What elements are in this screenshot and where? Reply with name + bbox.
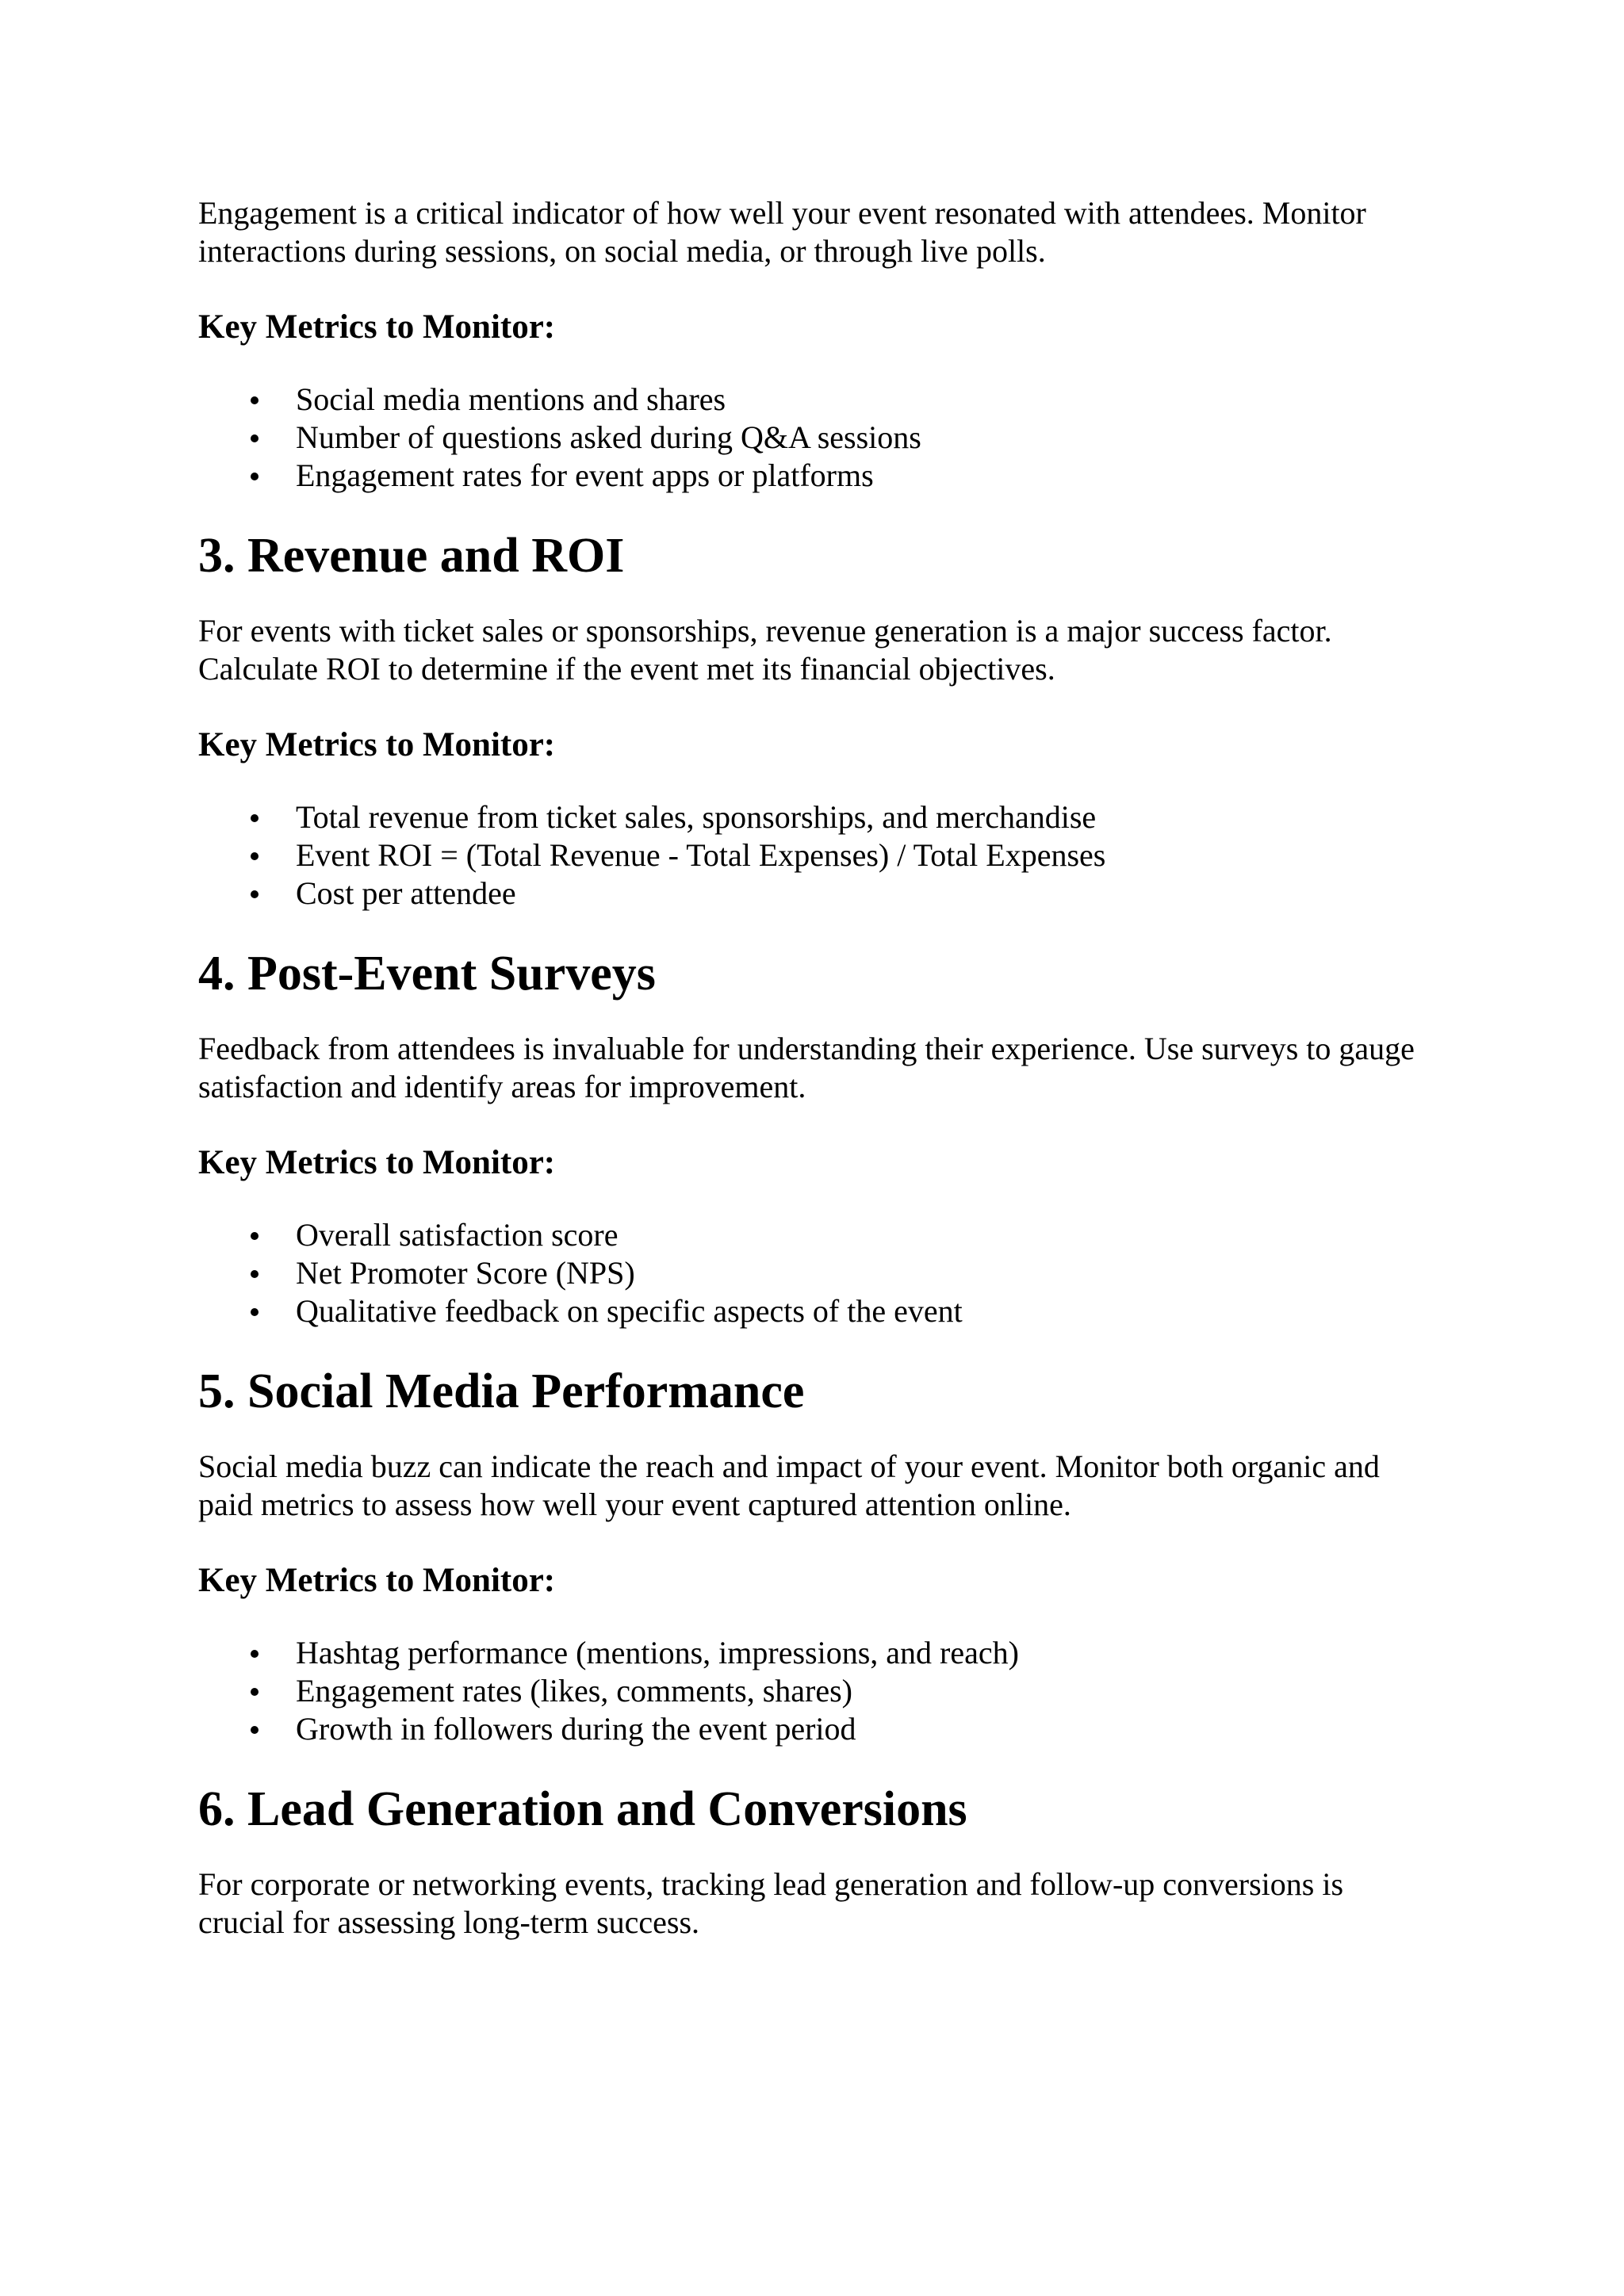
bullet-icon bbox=[251, 1688, 259, 1696]
bullet-icon bbox=[251, 890, 259, 898]
bullet-icon bbox=[251, 396, 259, 404]
section-title-social-media-performance: 5. Social Media Performance bbox=[198, 1364, 805, 1418]
metrics-list bbox=[198, 798, 1435, 913]
section-title-revenue-roi: 3. Revenue and ROI bbox=[198, 529, 625, 583]
section-paragraph: For corporate or networking events, tracking lead generation and follow-up conversions is crucial for assessing long-term success. bbox=[198, 1866, 1344, 1940]
metrics-heading: Key Metrics to Monitor: bbox=[198, 726, 556, 763]
bullet-icon bbox=[251, 814, 259, 822]
list-item: Hashtag performance (mentions, impressions, and reach) bbox=[198, 1634, 1435, 1672]
list-item: Cost per attendee bbox=[198, 874, 1435, 913]
list-item: Number of questions asked during Q&A sessions bbox=[198, 419, 1435, 457]
list-item: Engagement rates for event apps or platforms bbox=[198, 457, 1435, 495]
bullet-icon bbox=[251, 1270, 259, 1278]
metrics-heading: Key Metrics to Monitor: bbox=[198, 1562, 556, 1599]
intro-metrics-list bbox=[198, 381, 1435, 495]
section-paragraph: Feedback from attendees is invaluable for understanding their experience. Use surveys to gauge satisfaction and identify areas for improvement. bbox=[198, 1031, 1415, 1104]
bullet-icon bbox=[251, 473, 259, 480]
bullet-icon bbox=[251, 1650, 259, 1658]
section-paragraph: For events with ticket sales or sponsorships, revenue generation is a major success factor. Calculate ROI to determine if the event met its financial objectives. bbox=[198, 613, 1332, 687]
list-item: Net Promoter Score (NPS) bbox=[198, 1254, 1435, 1292]
bullet-icon bbox=[251, 1308, 259, 1316]
metrics-heading: Key Metrics to Monitor: bbox=[198, 1144, 556, 1181]
bullet-icon bbox=[251, 1726, 259, 1734]
bullet-icon bbox=[251, 852, 259, 860]
bullet-icon bbox=[251, 1232, 259, 1240]
list-item: Engagement rates (likes, comments, shares) bbox=[198, 1672, 1435, 1710]
intro-paragraph: Engagement is a critical indicator of how well your event resonated with attendees. Monitor interactions during sessions, on social media, or through live polls. bbox=[198, 195, 1366, 269]
intro-metrics-heading: Key Metrics to Monitor: bbox=[198, 308, 556, 346]
document-page bbox=[198, 194, 1435, 1942]
list-item: Social media mentions and shares bbox=[198, 381, 1435, 419]
list-item: Overall satisfaction score bbox=[198, 1216, 1435, 1254]
metrics-list bbox=[198, 1216, 1435, 1330]
bullet-icon bbox=[251, 434, 259, 442]
metrics-list bbox=[198, 1634, 1435, 1748]
list-item: Growth in followers during the event period bbox=[198, 1710, 1435, 1748]
section-title-post-event-surveys: 4. Post-Event Surveys bbox=[198, 947, 656, 1001]
list-item: Total revenue from ticket sales, sponsorships, and merchandise bbox=[198, 798, 1435, 836]
list-item: Event ROI = (Total Revenue - Total Expenses) / Total Expenses bbox=[198, 836, 1435, 874]
section-title-lead-generation: 6. Lead Generation and Conversions bbox=[198, 1782, 967, 1836]
section-paragraph: Social media buzz can indicate the reach and impact of your event. Monitor both organic and paid metrics to assess how well your event captured attention online. bbox=[198, 1448, 1380, 1522]
list-item: Qualitative feedback on specific aspects of the event bbox=[198, 1292, 1435, 1330]
